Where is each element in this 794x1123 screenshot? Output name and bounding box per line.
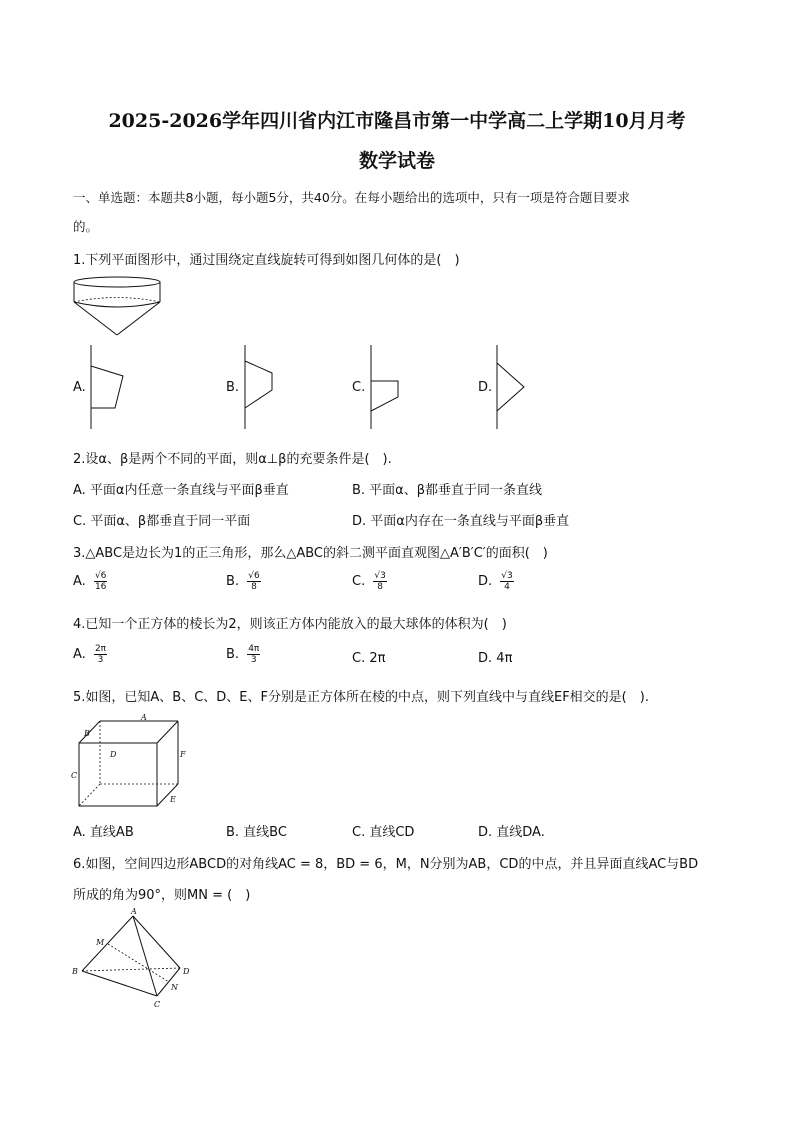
q1-figure-solid	[72, 276, 162, 356]
q4-option-b-label: B.	[226, 647, 240, 662]
q2-option-c: C. 平面α、β都垂直于同一平面	[73, 514, 251, 529]
q5-option-b: B. 直线BC	[226, 825, 287, 840]
q5-label-e: E	[170, 795, 176, 804]
q3-option-a-fraction	[94, 571, 107, 592]
q3-option-a-num: √6	[94, 571, 107, 581]
q6-label-m: M	[96, 938, 105, 947]
q2-option-b: B. 平面α、β都垂直于同一条直线	[352, 483, 543, 498]
q6-stem-line1: 6.如图，空间四边形ABCD的对角线AC = 8，BD = 6，M，N分别为AB，CD的中点，并且异面直线AC与BD	[73, 857, 699, 872]
q4-option-a-den: 3	[97, 655, 104, 665]
q3-option-c-fraction	[373, 571, 386, 592]
q1-option-d-figure	[492, 345, 532, 430]
q1-option-d-label: D.	[478, 380, 493, 395]
q6-stem-line2: 所成的角为90°，则MN = ( )	[73, 888, 251, 903]
q4-option-b-num: 4π	[248, 644, 260, 654]
q6-label-a: A	[131, 907, 137, 916]
q5-figure-cube	[70, 712, 190, 812]
q1-option-a-figure	[85, 345, 130, 430]
q3-option-b-den: 8	[251, 582, 257, 592]
q6-label-d: D	[183, 967, 190, 976]
q5-option-c: C. 直线CD	[352, 825, 415, 840]
q5-label-c: C	[71, 771, 78, 780]
q2-option-d: D. 平面α内存在一条直线与平面β垂直	[352, 514, 570, 529]
q3-option-d-label: D.	[478, 574, 493, 589]
q3-option-b	[226, 571, 261, 592]
q5-label-b: B	[84, 729, 90, 738]
q5-label-f: F	[180, 750, 186, 759]
q1-option-b-figure	[240, 345, 280, 430]
q3-option-b-num: √6	[248, 571, 260, 581]
q4-option-d	[478, 651, 512, 666]
q3-option-d-fraction	[500, 571, 513, 592]
section-intro-line1: 一、单选题：本题共8小题，每小题5分，共40分。在每小题给出的选项中，只有一项是符合题目要求	[73, 190, 630, 205]
q3-option-c-label: C.	[352, 574, 366, 589]
section-intro-line2: 的。	[73, 219, 99, 234]
q1-option-a-label: A.	[73, 380, 86, 395]
q4-option-a-num: 2π	[94, 644, 107, 654]
q4-option-a-label: A.	[73, 647, 86, 662]
exam-title-line1: 2025-2026学年四川省内江市隆昌市第一中学高二上学期10月月考	[108, 110, 686, 132]
q3-option-d-num: √3	[501, 571, 513, 581]
q4-option-c-label: C.	[352, 651, 366, 666]
q3-option-b-label: B.	[226, 574, 240, 589]
q3-option-b-fraction	[247, 571, 260, 592]
q4-option-a	[73, 644, 107, 665]
q4-option-d-value: 4π	[496, 651, 513, 666]
q5-label-d: D	[110, 750, 117, 759]
exam-title-line2: 数学试卷	[358, 150, 435, 172]
q4-option-b	[226, 644, 260, 665]
q1-option-c-label: C.	[352, 380, 366, 395]
q2-option-a: A. 平面α内任意一条直线与平面β垂直	[73, 483, 289, 498]
q5-stem: 5.如图，已知A、B、C、D、E、F分别是正方体所在棱的中点，则下列直线中与直线EF相交的是( ).	[73, 690, 649, 705]
q3-option-d-den: 4	[504, 582, 510, 592]
q3-stem: 3.△ABC是边长为1的正三角形，那么△ABC的斜二测平面直观图△A′B′C′的面积( )	[73, 546, 548, 561]
q3-option-c-num: √3	[374, 571, 386, 581]
q6-figure-tetrahedron	[70, 908, 200, 1013]
q1-option-c-figure	[366, 345, 406, 430]
q3-option-d	[478, 571, 514, 592]
q4-option-b-den: 3	[250, 655, 257, 665]
q1-stem: 1.下列平面图形中，通过围绕定直线旋转可得到如图几何体的是( )	[73, 253, 460, 268]
q4-option-d-label: D.	[478, 651, 493, 666]
q3-option-a-label: A.	[73, 574, 86, 589]
q3-option-a-den: 16	[94, 582, 107, 592]
q6-label-b: B	[72, 967, 78, 976]
q4-option-a-fraction	[94, 644, 107, 665]
q4-stem: 4.已知一个正方体的棱长为2，则该正方体内能放入的最大球体的体积为( )	[73, 617, 507, 632]
q1-option-b-label: B.	[226, 380, 240, 395]
q5-option-a: A. 直线AB	[73, 825, 134, 840]
q3-option-c-den: 8	[377, 582, 383, 592]
q3-option-c	[352, 571, 387, 592]
q4-option-c-value: 2π	[369, 651, 386, 666]
q3-option-a	[73, 571, 107, 592]
q2-stem: 2.设α、β是两个不同的平面，则α⊥β的充要条件是( ).	[73, 452, 392, 467]
q4-option-b-fraction	[247, 644, 260, 665]
q6-label-n: N	[171, 983, 178, 992]
q5-label-a: A	[141, 713, 147, 722]
q6-label-c: C	[154, 1000, 161, 1009]
q4-option-c	[352, 651, 385, 666]
q5-option-d: D. 直线DA.	[478, 825, 545, 840]
